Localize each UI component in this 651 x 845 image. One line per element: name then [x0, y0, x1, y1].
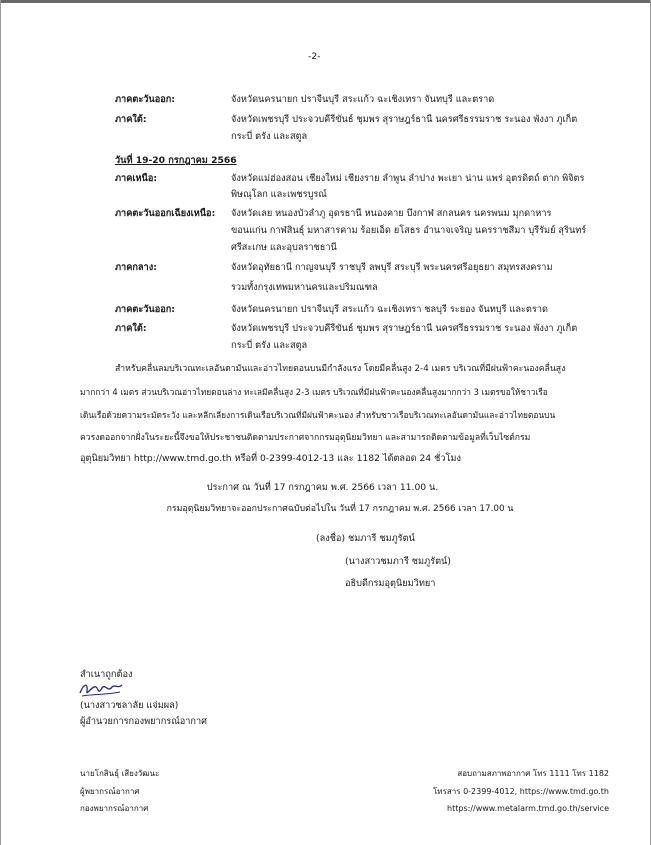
- region-label: ภาคตะวันออก:: [115, 94, 175, 105]
- signature-signed: (ลงชื่อ) ชมภารี ชมภูรัตน์: [316, 533, 415, 544]
- region-provinces: จังหวัดเลย หนองบัวลำภู อุดรธานี หนองคาย บึงกาฬ สกลนคร นครพนม มุกดาหาร: [231, 208, 552, 219]
- region-label: ภาคใต้:: [115, 114, 147, 125]
- handwritten-signature: [78, 679, 124, 699]
- date-heading: วันที่ 19-20 กรกฎาคม 2566: [115, 155, 237, 166]
- footer-right-line: สอบถามสภาพอากาศ โทร 1111 โทร 1182: [457, 769, 609, 778]
- region-label: ภาคเหนือ:: [115, 173, 158, 184]
- announced-date: ประกาศ ณ วันที่ 17 กรกฎาคม พ.ศ. 2566 เวลา 11.00 น.: [206, 482, 439, 493]
- page-border-top: [0, 0, 651, 3]
- certified-label: สำเนาถูกต้อง: [80, 669, 133, 680]
- page-number: -2-: [308, 51, 321, 62]
- footer-left-line: ผู้พยากรณ์อากาศ: [80, 787, 140, 796]
- paragraph-line: มากกว่า 4 เมตร ส่วนบริเวณอ่าวไทยตอนล่าง ทะเลมีคลื่นสูง 2-3 เมตร บริเวณที่มีฝนฟ้าคะนองคลื่นสูงมากกว่า 3 เมตรขอให้ชาวเรือ: [80, 387, 548, 397]
- footer-right-line: โทรสาร 0-2399-4012, https://www.tmd.go.th: [433, 787, 609, 796]
- next-announcement: กรมอุตุนิยมวิทยาจะออกประกาศฉบับต่อไปใน วันที่ 17 กรกฎาคม พ.ศ. 2566 เวลา 17.00 น: [166, 504, 514, 514]
- region-label: ภาคใต้:: [115, 323, 147, 334]
- certified-title: ผู้อำนวยการกองพยากรณ์อากาศ: [80, 716, 207, 727]
- region-provinces: จังหวัดเพชรบุรี ประจวบคีรีขันธ์ ชุมพร สุราษฎร์ธานี นครศรีธรรมราช ระนอง พังงา ภูเก็ต: [231, 323, 578, 334]
- region-label: ภาคตะวันออก:: [115, 304, 175, 315]
- footer-left-line: กองพยากรณ์อากาศ: [80, 804, 149, 813]
- page-border-left: [0, 0, 1, 845]
- region-provinces: ขอนแก่น กาฬสินธุ์ มหาสารคาม ร้อยเอ็ด ยโสธร อำนาจเจริญ นครราชสีมา บุรีรัมย์ สุรินทร์: [231, 225, 587, 236]
- footer-left-line: นายโกสินธุ์ เสียงวัฒนะ: [80, 769, 160, 778]
- region-provinces: จังหวัดนครนายก ปราจีนบุรี สระแก้ว ฉะเชิงเทรา ชลบุรี ระยอง จันทบุรี และตราด: [231, 304, 548, 315]
- region-provinces: พิษณุโลก และเพชรบูรณ์: [231, 189, 327, 200]
- signature-title: อธิบดีกรมอุตุนิยมวิทยา: [345, 578, 436, 589]
- paragraph-line: สำหรับคลื่นลมบริเวณทะเลอันดามันและอ่าวไทยตอนบนมีกำลังแรง โดยมีคลื่นสูง 2-4 เมตร บริเวณที่มีฝนฟ้าคะนองคลื่นสูง: [115, 364, 566, 374]
- signature-name: (นางสาวชมภารี ชมภูรัตน์): [345, 556, 451, 567]
- region-provinces: จังหวัดแม่ฮ่องสอน เชียงใหม่ เชียงราย ลำพูน ลำปาง พะเยา น่าน แพร่ อุตรดิตถ์ ตาก พิจิตร: [231, 173, 585, 184]
- region-provinces: ศรีสะเกษ และอุบลราชธานี: [231, 242, 337, 253]
- certified-name: (นางสาวชลาลัย แจ่มผล): [80, 700, 179, 711]
- region-provinces: จังหวัดเพชรบุรี ประจวบคีรีขันธ์ ชุมพร สุราษฎร์ธานี นครศรีธรรมราช ระนอง พังงา ภูเก็ต: [231, 114, 578, 125]
- paragraph-line: ควรงดออกจากฝั่งในระยะนี้จึงขอให้ประชาชนติดตามประกาศจากกรมอุตุนิยมวิทยา และสามารถติดตามข้อมูลที่เว็บไซต์กรม: [80, 433, 531, 443]
- paragraph-line: อุตุนิยมวิทยา http://www.tmd.go.th หรือที่ 0-2399-4012-13 และ 1182 ได้ตลอด 24 ชั่วโมง: [80, 453, 461, 464]
- region-provinces: รวมทั้งกรุงเทพมหานครและปริมณฑล: [231, 282, 378, 293]
- footer-right-line: https://www.metalarm.tmd.go.th/service: [447, 804, 609, 813]
- region-provinces: กระบี่ ตรัง และสตูล: [231, 340, 308, 351]
- region-provinces: กระบี่ ตรัง และสตูล: [231, 131, 308, 142]
- region-label: ภาคตะวันออกเฉียงเหนือ:: [115, 208, 216, 219]
- paragraph-line: เดินเรือด้วยความระมัดระวัง และหลีกเลี่ยงการเดินเรือบริเวณที่มีฝนฟ้าคะนอง สำหรับชาวเรือบริเวณทะเลอันดามันและอ่าวไทยตอนบน: [80, 410, 556, 420]
- region-label: ภาคกลาง:: [115, 262, 157, 273]
- region-provinces: จังหวัดอุทัยธานี กาญจนบุรี ราชบุรี ลพบุรี สระบุรี พระนครศรีอยุธยา สมุทรสงคราม: [231, 262, 553, 273]
- region-provinces: จังหวัดนครนายก ปราจีนบุรี สระแก้ว ฉะเชิงเทรา จันทบุรี และตราด: [231, 94, 495, 105]
